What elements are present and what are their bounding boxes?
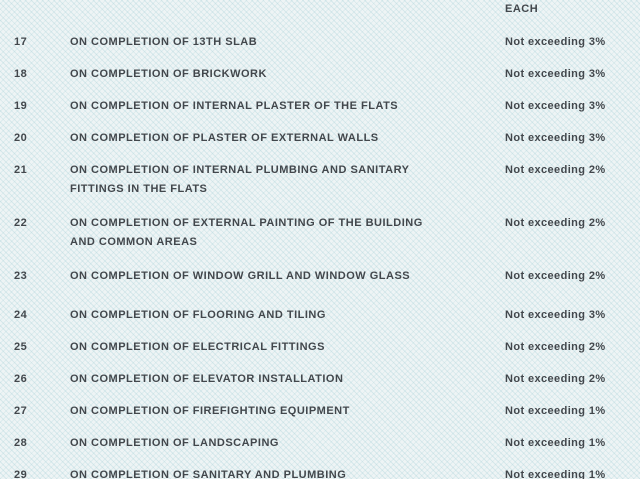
header-spacer	[0, 3, 505, 15]
table-row	[0, 33, 640, 52]
row-number: 23	[14, 270, 28, 282]
row-number: 25	[14, 341, 28, 353]
row-number: 28	[14, 437, 28, 449]
row-limit: Not exceeding 3%	[505, 309, 606, 321]
row-description: ON COMPLETION OF SANITARY AND PLUMBING	[70, 469, 347, 479]
row-description: ON COMPLETION OF EXTERNAL PAINTING OF THE BUILDING AND COMMON AREAS	[70, 217, 423, 248]
row-number: 20	[14, 132, 28, 144]
table-row	[0, 267, 640, 286]
row-limit: Not exceeding 3%	[505, 100, 606, 112]
row-description: ON COMPLETION OF PLASTER OF EXTERNAL WALLS	[70, 132, 379, 144]
table-row	[0, 129, 640, 148]
row-number: 17	[14, 36, 28, 48]
row-number: 22	[14, 217, 28, 229]
table-row	[0, 466, 640, 479]
row-description: ON COMPLETION OF LANDSCAPING	[70, 437, 279, 449]
row-description: ON COMPLETION OF 13TH SLAB	[70, 36, 258, 48]
row-limit: Not exceeding 3%	[505, 36, 606, 48]
row-limit: Not exceeding 2%	[505, 341, 606, 353]
table-row	[0, 65, 640, 84]
table-row	[0, 214, 640, 252]
row-limit: Not exceeding 1%	[505, 469, 606, 479]
row-number: 26	[14, 373, 28, 385]
row-description: ON COMPLETION OF ELECTRICAL FITTINGS	[70, 341, 325, 353]
row-number: 18	[14, 68, 28, 80]
table-row	[0, 97, 640, 116]
table-row	[0, 434, 640, 453]
row-limit: Not exceeding 3%	[505, 132, 606, 144]
row-description: ON COMPLETION OF BRICKWORK	[70, 68, 267, 80]
rate-column-header: EACH	[505, 3, 539, 15]
row-limit: Not exceeding 1%	[505, 437, 606, 449]
row-limit: Not exceeding 2%	[505, 270, 606, 282]
row-description: ON COMPLETION OF INTERNAL PLASTER OF THE FLATS	[70, 100, 399, 112]
row-limit: Not exceeding 1%	[505, 405, 606, 417]
row-description: ON COMPLETION OF INTERNAL PLUMBING AND SANITARY FITTINGS IN THE FLATS	[70, 164, 410, 195]
row-limit: Not exceeding 2%	[505, 217, 606, 229]
row-description: ON COMPLETION OF FIREFIGHTING EQUIPMENT	[70, 405, 350, 417]
row-number: 27	[14, 405, 28, 417]
row-limit: Not exceeding 3%	[505, 68, 606, 80]
row-number: 19	[14, 100, 28, 112]
row-limit: Not exceeding 2%	[505, 373, 606, 385]
row-description: ON COMPLETION OF WINDOW GRILL AND WINDOW GLASS	[70, 270, 411, 282]
row-number: 21	[14, 164, 28, 176]
row-number: 24	[14, 309, 28, 321]
row-description: ON COMPLETION OF ELEVATOR INSTALLATION	[70, 373, 344, 385]
row-description: ON COMPLETION OF FLOORING AND TILING	[70, 309, 326, 321]
table-header-row	[0, 3, 640, 15]
table-row	[0, 338, 640, 357]
table-row	[0, 161, 640, 199]
table-row	[0, 306, 640, 325]
row-number: 29	[14, 469, 28, 479]
table-row	[0, 370, 640, 389]
row-limit: Not exceeding 2%	[505, 164, 606, 176]
table-row	[0, 402, 640, 421]
